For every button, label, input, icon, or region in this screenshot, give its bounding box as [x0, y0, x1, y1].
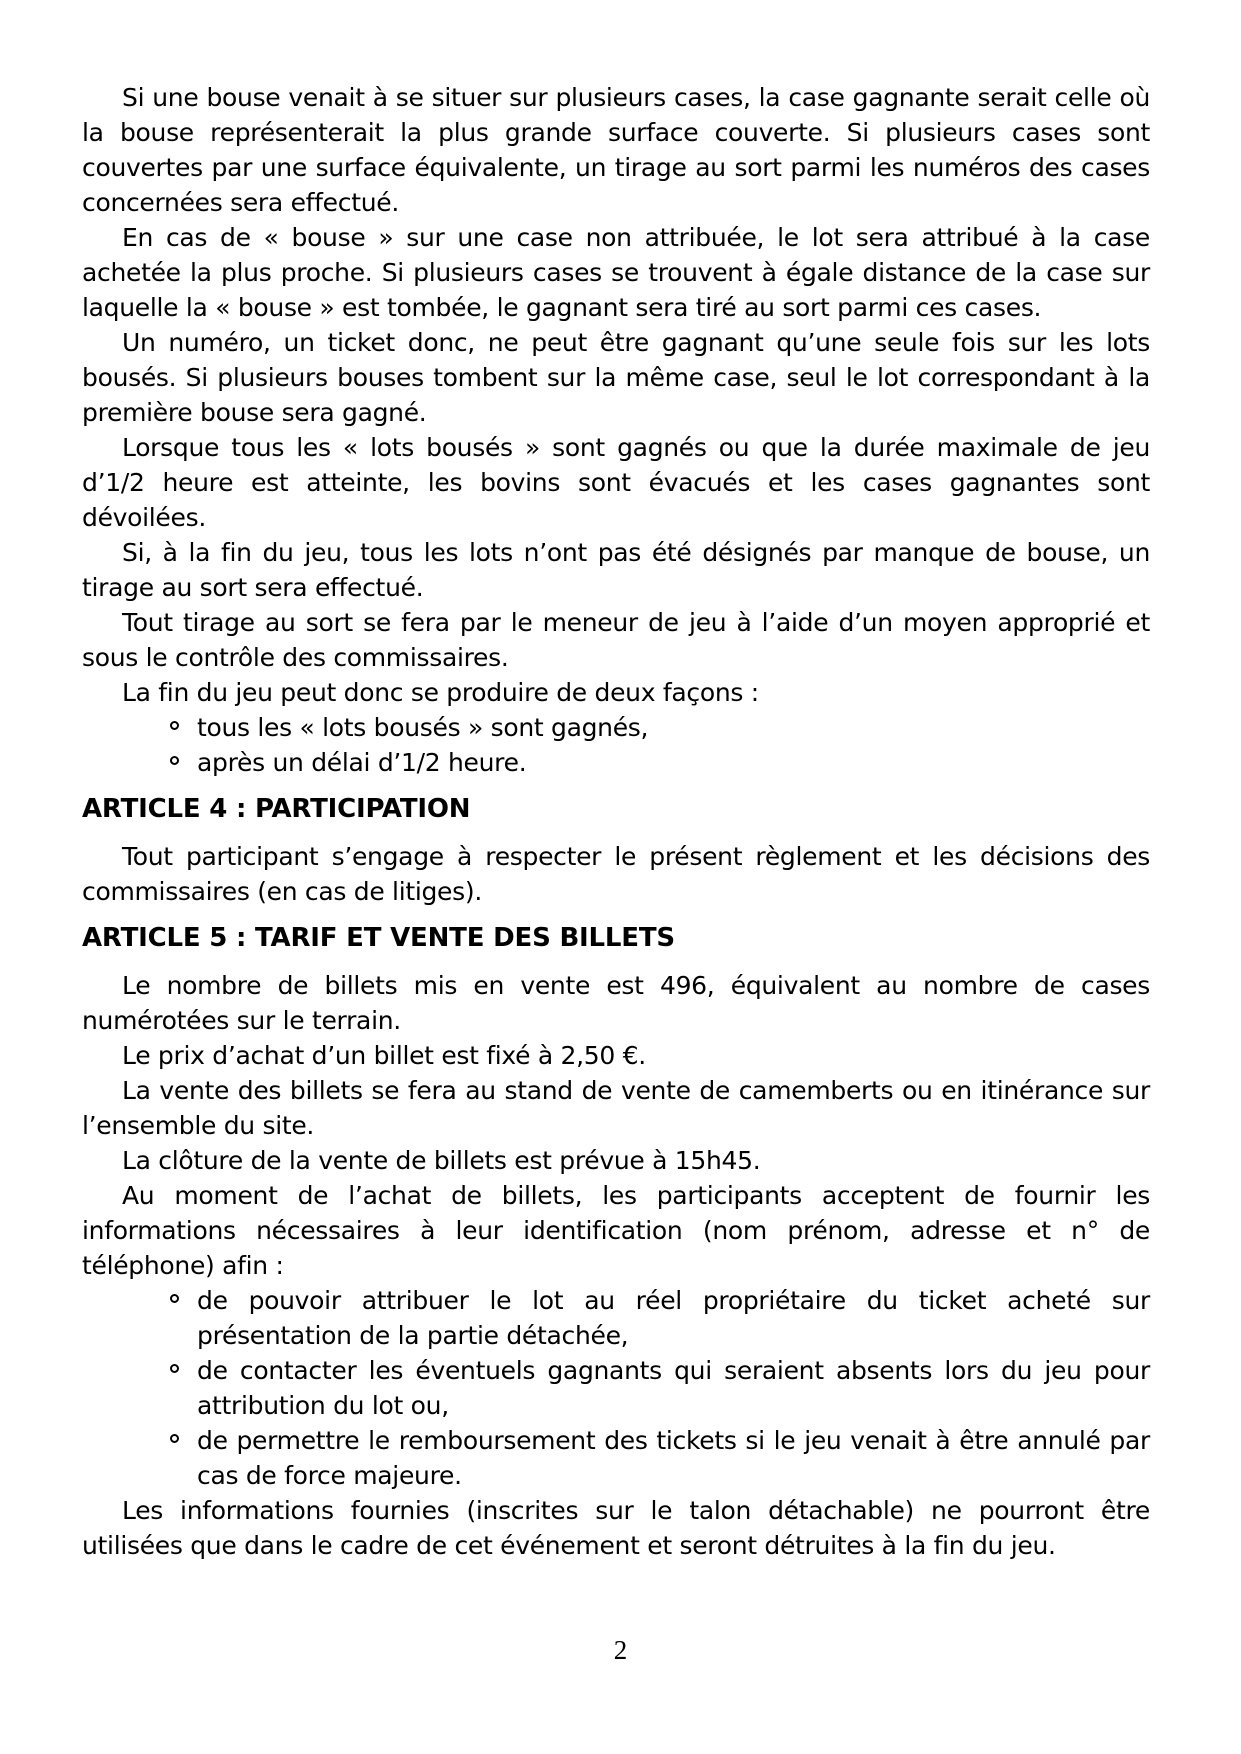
paragraph: Lorsque tous les « lots bousés » sont gagnés ou que la durée maximale de jeu d’1/2 heure est atteinte, les bovins sont évacués et les cases gagnantes sont dévoilées. — [82, 433, 1150, 532]
article-5-heading: ARTICLE 5 : TARIF ET VENTE DES BILLETS — [82, 923, 675, 953]
paragraph: Un numéro, un ticket donc, ne peut être gagnant qu’une seule fois sur les lots bousés. Si plusieurs bouses tombent sur la même case, seul le lot correspondant à la première bouse sera gagné. — [82, 328, 1150, 427]
paragraph: Au moment de l’achat de billets, les participants acceptent de fournir les informations nécessaires à leur identification (nom prénom, adresse et n° de téléphone) afin : — [82, 1181, 1150, 1280]
paragraph: Si une bouse venait à se situer sur plusieurs cases, la case gagnante serait celle où la bouse représenterait la plus grande surface couverte. Si plusieurs cases sont couvertes par une surface équivalente, un tirage au sort parmi les numéros des cases concernées sera effectué. — [82, 83, 1150, 217]
list-item — [82, 745, 1150, 780]
paragraph: Le nombre de billets mis en vente est 496, équivalent au nombre de cases numérotées sur le terrain. — [82, 971, 1150, 1035]
bullet-circle-icon — [170, 756, 179, 765]
list-item-text: de pouvoir attribuer le lot au réel propriétaire du ticket acheté sur présentation de la partie détachée, — [197, 1286, 1150, 1350]
paragraph: En cas de « bouse » sur une case non attribuée, le lot sera attribué à la case achetée la plus proche. Si plusieurs cases se trouvent à égale distance de la case sur laquelle la « bouse » est tombée, le gagnant sera tiré au sort parmi ces cases. — [82, 223, 1150, 322]
paragraph: Les informations fournies (inscrites sur le talon détachable) ne pourront être utilisées que dans le cadre de cet événement et seront détruites à la fin du jeu. — [82, 1496, 1150, 1560]
list-item — [82, 1423, 1150, 1493]
paragraph: Si, à la fin du jeu, tous les lots n’ont pas été désignés par manque de bouse, un tirage au sort sera effectué. — [82, 538, 1150, 602]
list-item — [82, 1283, 1150, 1353]
list-item-text: après un délai d’1/2 heure. — [197, 748, 527, 777]
list-item — [82, 1353, 1150, 1423]
bullet-circle-icon — [170, 1434, 179, 1443]
document-page — [82, 80, 1150, 1563]
page-number: 2 — [613, 1635, 628, 1665]
paragraph: La fin du jeu peut donc se produire de deux façons : — [122, 678, 759, 707]
bullet-circle-icon — [170, 1364, 179, 1373]
bullet-circle-icon — [170, 721, 179, 730]
list-item-text: tous les « lots bousés » sont gagnés, — [197, 713, 649, 742]
bullet-circle-icon — [170, 1294, 179, 1303]
paragraph: La clôture de la vente de billets est prévue à 15h45. — [122, 1146, 761, 1175]
paragraph: Tout tirage au sort se fera par le meneur de jeu à l’aide d’un moyen approprié et sous le contrôle des commissaires. — [82, 608, 1150, 672]
list-item-text: de contacter les éventuels gagnants qui seraient absents lors du jeu pour attribution du lot ou, — [197, 1356, 1150, 1420]
identification-list — [82, 1283, 1150, 1493]
list-item-text: de permettre le remboursement des tickets si le jeu venait à être annulé par cas de force majeure. — [197, 1426, 1150, 1490]
paragraph: La vente des billets se fera au stand de vente de camemberts ou en itinérance sur l’ensemble du site. — [82, 1076, 1150, 1140]
paragraph: Le prix d’achat d’un billet est fixé à 2,50 €. — [122, 1041, 646, 1070]
end-of-game-list — [82, 710, 1150, 780]
paragraph: Tout participant s’engage à respecter le présent règlement et les décisions des commissaires (en cas de litiges). — [82, 842, 1150, 906]
article-4-heading: ARTICLE 4 : PARTICIPATION — [82, 794, 471, 824]
list-item — [82, 710, 1150, 745]
